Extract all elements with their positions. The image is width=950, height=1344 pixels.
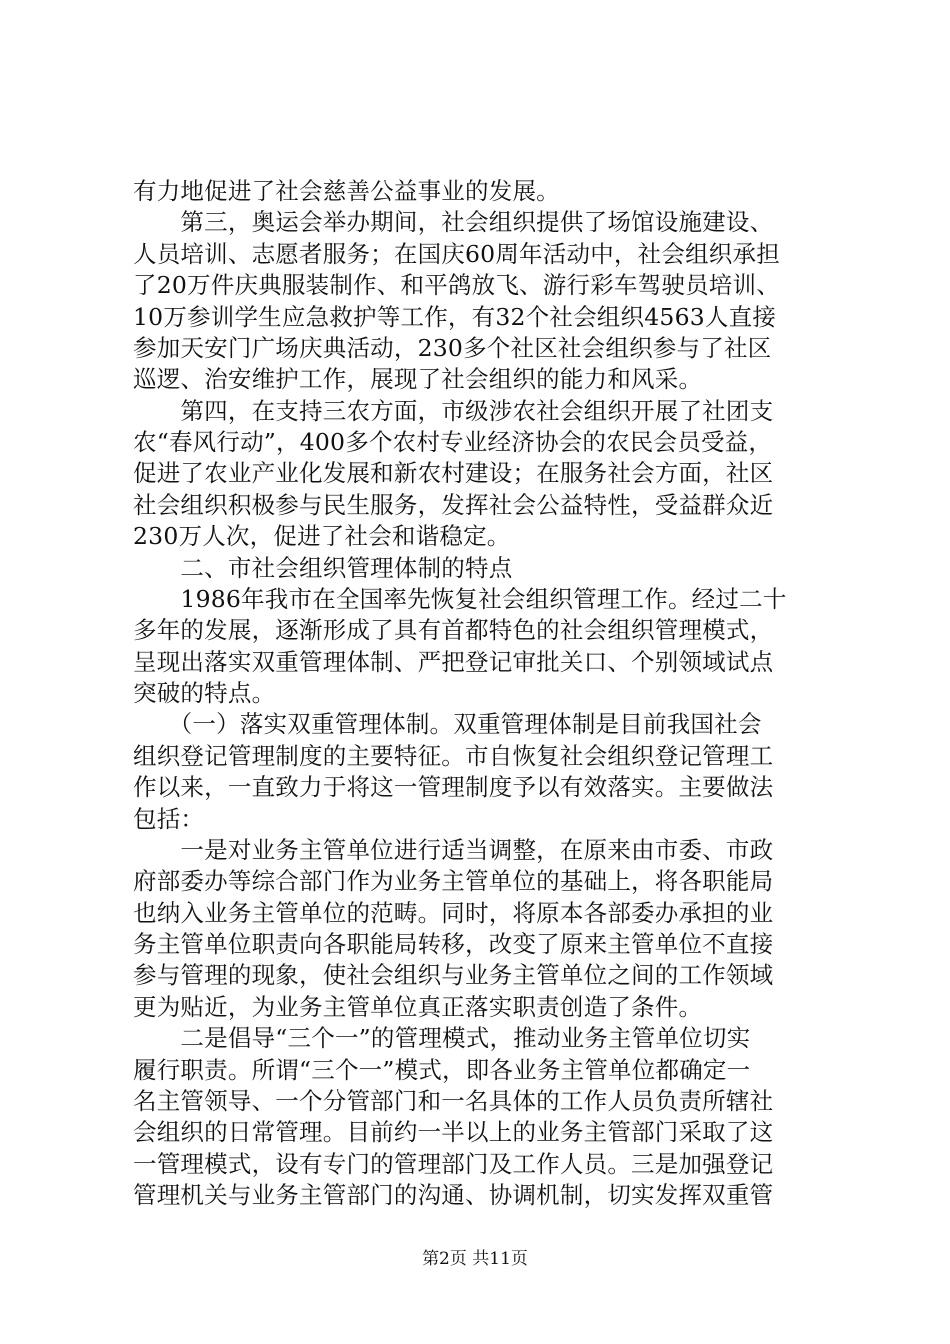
text-line: 管理机关与业务主管部门的沟通、协调机制，切实发挥双重管	[133, 1181, 774, 1209]
text-line: 1986年我市在全国率先恢复社会组织管理工作。经过二十	[133, 584, 787, 613]
section-heading: 二、市社会组织管理体制的特点	[133, 553, 513, 582]
text-line: 二是倡导“三个一”的管理模式，推动业务主管单位切实	[133, 1024, 751, 1053]
text-line: 突破的特点。	[133, 679, 276, 707]
text-line: 履行职责。所谓“三个一”模式，即各业务主管单位都确定一	[133, 1055, 751, 1084]
text-line: 会组织的日常管理。目前约一半以上的业务主管部门采取了这	[133, 1118, 774, 1147]
text-line: 10万参训学生应急救护等工作，有32个社会组织4563人直接	[133, 302, 777, 331]
text-line: 参与管理的现象，使社会组织与业务主管单位之间的工作领域	[133, 961, 774, 990]
text-line: 府部委办等综合部门作为业务主管单位的基础上，将各职能局	[133, 867, 774, 896]
text-line: 一是对业务主管单位进行适当调整，在原来由市委、市政	[133, 835, 774, 864]
page-footer: 第2页 共11页	[422, 1249, 528, 1269]
text-line: 第四，在支持三农方面，市级涉农社会组织开展了社团支	[133, 396, 774, 425]
text-line: 呈现出落实双重管理体制、严把登记审批关口、个别领域试点	[133, 647, 774, 676]
text-line: 作以来，一直致力于将这一管理制度予以有效落实。主要做法	[133, 773, 774, 802]
text-line: 促进了农业产业化发展和新农村建设；在服务社会方面，社区	[133, 459, 774, 488]
text-line: 农“春风行动”，400多个农村专业经济协会的农民会员受益，	[133, 428, 773, 456]
text-line: 务主管单位职责向各职能局转移，改变了原来主管单位不直接	[133, 930, 774, 958]
text-line: 多年的发展，逐渐形成了具有首都特色的社会组织管理模式，	[133, 616, 774, 645]
text-line: 组织登记管理制度的主要特征。市自恢复社会组织登记管理工	[133, 741, 774, 770]
text-line: 一管理模式，设有专门的管理部门及工作人员。三是加强登记	[133, 1149, 774, 1178]
text-line: （一）落实双重管理体制。双重管理体制是目前我国社会	[133, 710, 762, 739]
text-line: 第三，奥运会举办期间，社会组织提供了场馆设施建设、	[133, 208, 774, 237]
text-line: 也纳入业务主管单位的范畴。同时，将原本各部委办承担的业	[133, 898, 774, 927]
text-line: 有力地促进了社会慈善公益事业的发展。	[133, 177, 560, 205]
text-line: 包括：	[133, 804, 205, 833]
text-line: 230万人次，促进了社会和谐稳定。	[133, 522, 511, 551]
text-line: 了20万件庆典服装制作、和平鸽放飞、游行彩车驾驶员培训、	[133, 271, 780, 300]
text-line: 名主管领导、一个分管部门和一名具体的工作人员负责所辖社	[133, 1086, 774, 1115]
text-line: 参加天安门广场庆典活动，230多个社区社会组织参与了社区	[133, 333, 772, 362]
text-line: 社会组织积极参与民生服务，发挥社会公益特性，受益群众近	[133, 490, 774, 519]
text-line: 更为贴近，为业务主管单位真正落实职责创造了条件。	[133, 992, 703, 1021]
text-line: 人员培训、志愿者服务；在国庆60周年活动中，社会组织承担	[133, 239, 780, 268]
text-line: 巡逻、治安维护工作，展现了社会组织的能力和风采。	[133, 365, 703, 394]
